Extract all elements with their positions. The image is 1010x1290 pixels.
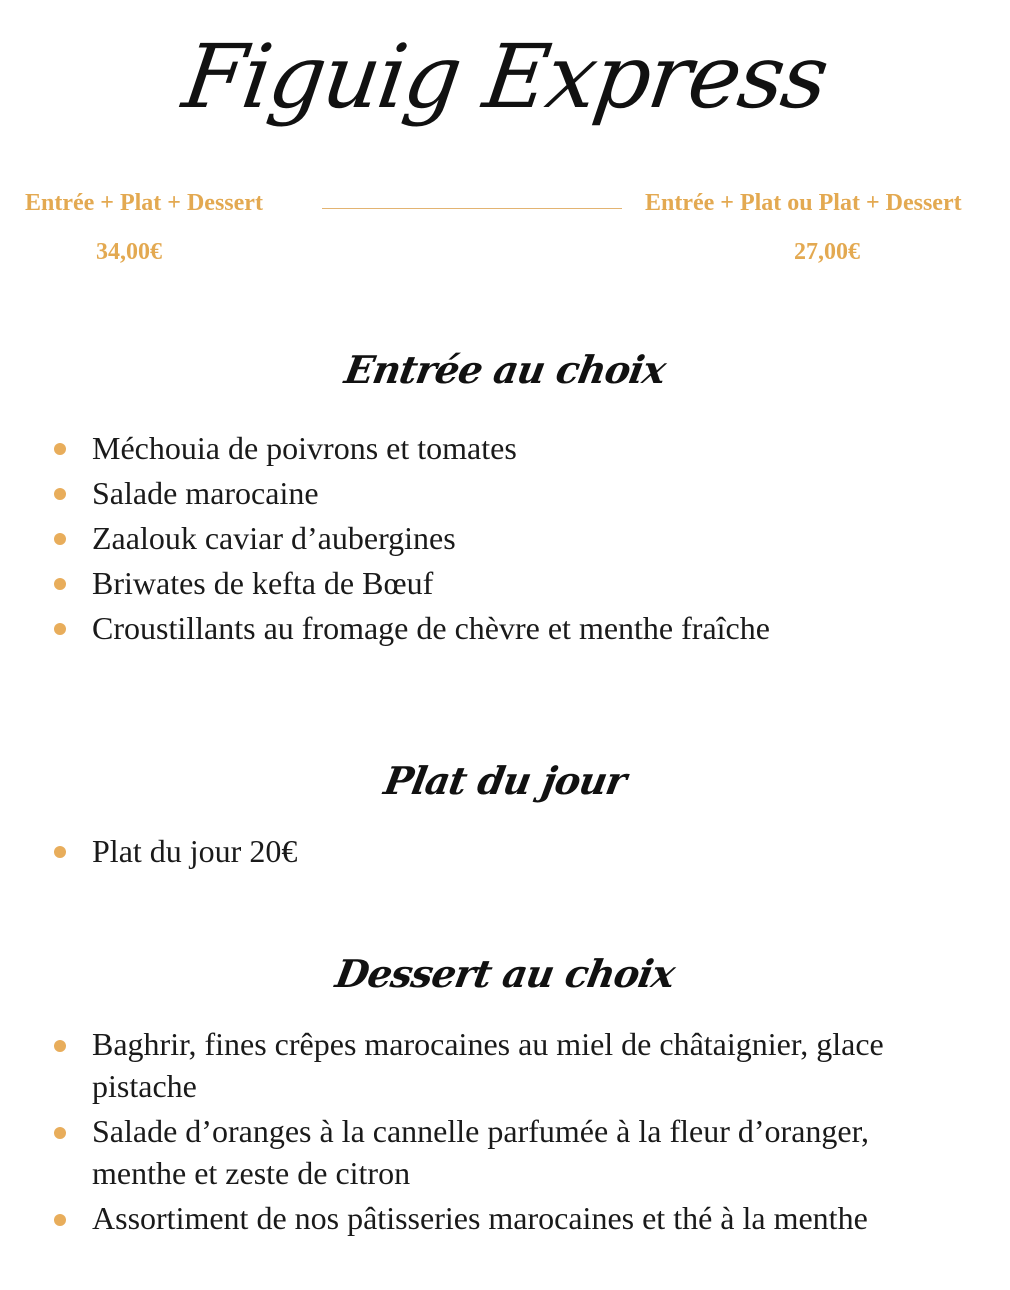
list-item-text: Assortiment de nos pâtisseries marocaines et thé à la menthe [92,1200,868,1236]
formula-full-label: Entrée + Plat + Dessert [25,190,263,216]
list-item [50,829,970,874]
list-item [50,426,970,471]
list-item-text: Croustillants au fromage de chèvre et menthe fraîche [92,610,770,646]
bullet-icon [54,1214,66,1226]
list-item-text: Salade marocaine [92,475,319,511]
bullet-icon [54,1040,66,1052]
list-item [50,1023,970,1107]
list-item-text: Briwates de kefta de Bœuf [92,565,434,601]
bullet-icon [54,578,66,590]
formula-divider [322,208,622,209]
section-title-plat: Plat du jour [380,758,630,803]
list-item-text: Baghrir, fines crêpes marocaines au miel de châtaignier, glace pistache [92,1026,884,1104]
list-item [50,1197,970,1239]
bullet-icon [54,488,66,500]
list-item [50,606,970,651]
page-title: Figuig Express [177,25,833,128]
bullet-icon [54,623,66,635]
list-item [50,516,970,561]
list-item-text: Plat du jour 20€ [92,833,298,869]
formula-partial-price: 27,00€ [794,239,860,265]
list-item-text: Salade d’oranges à la cannelle parfumée à la fleur d’oranger, menthe et zeste de citron [92,1113,869,1191]
list-item-text: Zaalouk caviar d’aubergines [92,520,456,556]
bullet-icon [54,533,66,545]
section-title-entree: Entrée au choix [341,347,669,392]
bullet-icon [54,443,66,455]
list-item [50,1110,970,1194]
section-title-dessert: Dessert au choix [332,951,678,996]
plat-list [50,829,970,874]
formula-partial-label: Entrée + Plat ou Plat + Dessert [645,190,962,216]
list-item-text: Méchouia de poivrons et tomates [92,430,517,466]
bullet-icon [54,846,66,858]
dessert-list [50,1023,970,1242]
list-item [50,471,970,516]
bullet-icon [54,1127,66,1139]
list-item [50,561,970,606]
formula-full-price: 34,00€ [96,239,162,265]
entree-list [50,426,970,651]
